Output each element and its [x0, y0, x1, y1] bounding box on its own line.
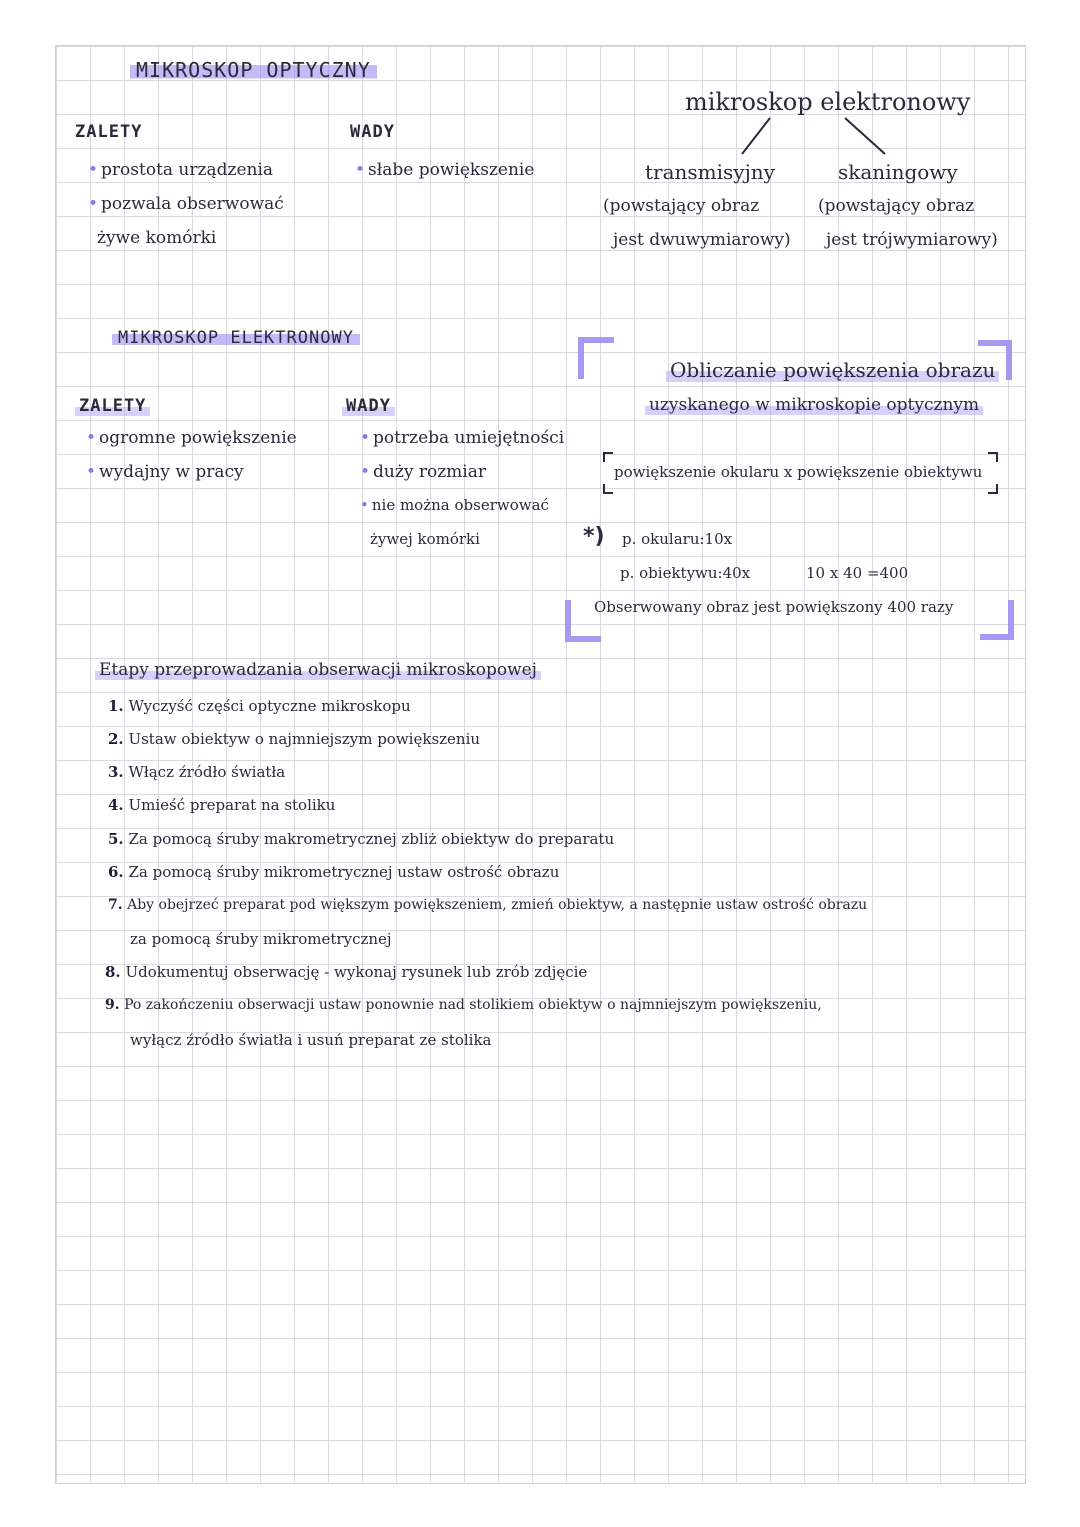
- scanning-desc-1: (powstający obraz: [818, 196, 975, 216]
- stage-text: Włącz źródło światła: [128, 763, 286, 781]
- example-calc: 10 x 40 =400: [806, 564, 909, 582]
- electron-cons-label-text: WADY: [342, 396, 395, 416]
- stage-text: za pomocą śruby mikrometrycznej: [130, 930, 392, 948]
- electron-types-title: mikroskop elektronowy: [685, 88, 971, 116]
- stage-step-3: [108, 763, 285, 781]
- magnification-title-2-text: uzyskanego w mikroskopie optycznym: [645, 395, 983, 415]
- optical-title-text: MIKROSKOP OPTYCZNY: [130, 58, 377, 82]
- stage-text: Ustaw obiektyw o najmniejszym powiększeniu: [128, 730, 481, 748]
- stage-text: Za pomocą śruby mikrometrycznej ustaw ostrość obrazu: [128, 863, 560, 881]
- stage-step-8: [105, 963, 587, 981]
- stage-number: 1.: [108, 697, 124, 715]
- optical-con-1: • słabe powiększenie: [355, 160, 534, 180]
- electron-cons-label: [342, 396, 395, 416]
- electron-pros-label: [75, 396, 150, 416]
- example-star: *): [583, 524, 605, 549]
- stages-title-text: Etapy przeprowadzania obserwacji mikroskopowej: [95, 660, 541, 680]
- formula-bracket-bl: [603, 484, 613, 494]
- electron-con-4: żywej komórki: [370, 530, 480, 548]
- electron-con-2: • duży rozmiar: [360, 462, 486, 482]
- transmission-desc-2: jest dwuwymiarowy): [613, 230, 791, 250]
- stage-text: Wyczyść części optyczne mikroskopu: [128, 697, 411, 715]
- stage-step-9: [105, 997, 822, 1013]
- electron-pro-2: • wydajny w pracy: [86, 462, 244, 482]
- stage-step-4: [108, 796, 335, 814]
- scanning-desc-2: jest trójwymiarowy): [826, 230, 998, 250]
- formula-bracket-tl: [603, 452, 613, 462]
- stage-text: Aby obejrzeć preparat pod większym powiększeniem, zmień obiektyw, a następnie ustaw ostrość obrazu: [127, 897, 868, 913]
- scanning-name: skaningowy: [838, 160, 958, 184]
- stage-text: Udokumentuj obserwację - wykonaj rysunek lub zrób zdjęcie: [125, 963, 588, 981]
- example-result: Obserwowany obraz jest powiększony 400 razy: [594, 598, 954, 616]
- box-corner-top-left: [578, 337, 614, 379]
- formula-bracket-br: [988, 484, 998, 494]
- stage-number: 8.: [105, 963, 121, 981]
- branch-lines: [720, 112, 900, 162]
- optical-pro-3: żywe komórki: [97, 228, 217, 248]
- formula-bracket-tr: [988, 452, 998, 462]
- stage-text: wyłącz źródło światła i usuń preparat ze stolika: [130, 1031, 492, 1049]
- box-corner-bottom-right: [980, 600, 1014, 640]
- stage-step-7-cont: [130, 930, 392, 948]
- stage-step-2: [108, 730, 480, 748]
- stage-step-6: [108, 863, 559, 881]
- electron-pros-label-text: ZALETY: [75, 396, 150, 416]
- magnification-title-1: [666, 358, 999, 382]
- stage-number: 7.: [108, 897, 123, 913]
- magnification-title-1-text: Obliczanie powiększenia obrazu: [666, 358, 999, 382]
- stages-title: [95, 660, 541, 680]
- stage-step-1: [108, 697, 411, 715]
- electron-pro-1: • ogromne powiększenie: [86, 428, 297, 448]
- stage-number: 4.: [108, 796, 124, 814]
- stage-number: 5.: [108, 830, 124, 848]
- transmission-name: transmisyjny: [645, 160, 775, 184]
- stage-number: 9.: [105, 997, 120, 1013]
- example-eyepiece: p. okularu:10x: [622, 530, 733, 548]
- electron-con-3: • nie można obserwować: [360, 496, 549, 514]
- stage-step-9-cont: [130, 1031, 492, 1049]
- stage-step-7: [108, 897, 867, 913]
- stage-text: Po zakończeniu obserwacji ustaw ponownie nad stolikiem obiektyw o najmniejszym powiększeniu,: [124, 997, 822, 1013]
- stage-text: Umieść preparat na stoliku: [128, 796, 336, 814]
- stage-text: Za pomocą śruby makrometrycznej zbliż obiektyw do preparatu: [128, 830, 615, 848]
- electron-con-1: • potrzeba umiejętności: [360, 428, 564, 448]
- stage-step-5: [108, 830, 614, 848]
- stage-number: 2.: [108, 730, 124, 748]
- optical-pro-1: • prostota urządzenia: [88, 160, 273, 180]
- optical-title: [130, 58, 377, 82]
- electron-title-text: MIKROSKOP ELEKTRONOWY: [112, 328, 360, 348]
- stage-number: 6.: [108, 863, 124, 881]
- optical-pros-label: ZALETY: [75, 122, 143, 142]
- optical-cons-label: WADY: [350, 122, 395, 142]
- optical-pro-2: • pozwala obserwować: [88, 194, 284, 214]
- example-objective: p. obiektywu:40x: [620, 564, 751, 582]
- magnification-title-2: [645, 395, 983, 415]
- stage-number: 3.: [108, 763, 124, 781]
- electron-title: [112, 328, 360, 348]
- magnification-formula: powiększenie okularu x powiększenie obiektywu: [614, 463, 983, 481]
- transmission-desc-1: (powstający obraz: [603, 196, 760, 216]
